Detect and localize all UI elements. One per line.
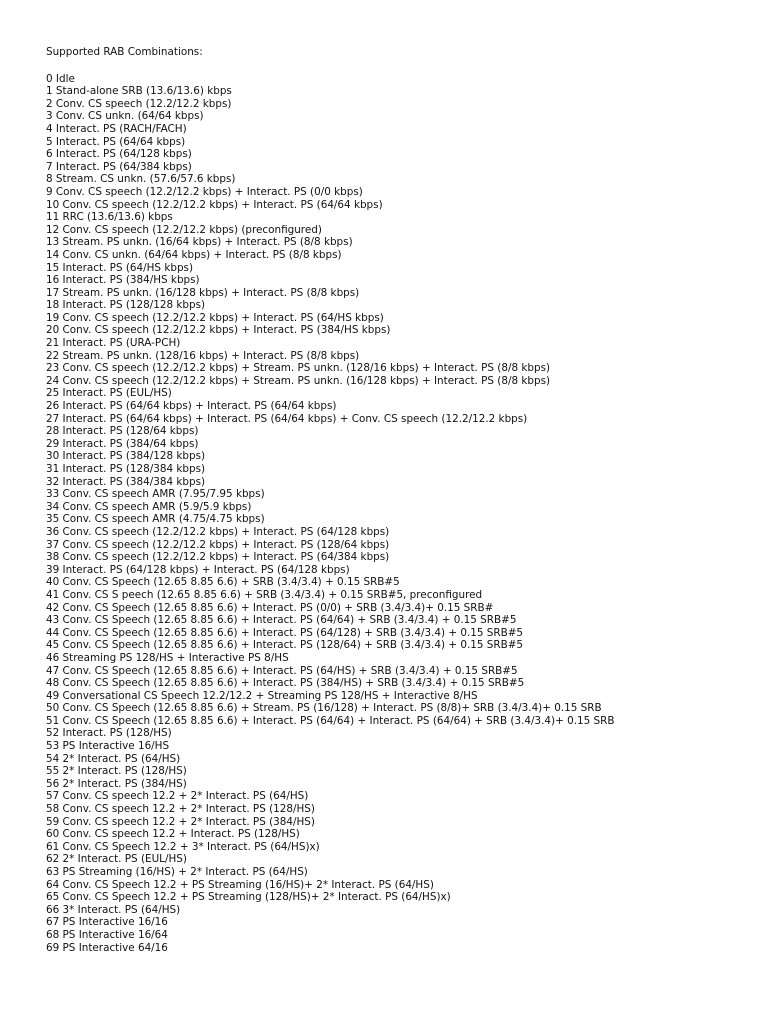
list-item: 43 Conv. CS Speech (12.65 8.85 6.6) + Interact. PS (64/64) + SRB (3.4/3.4) + 0.15 SRB#5 [46,614,517,627]
list-item: 10 Conv. CS speech (12.2/12.2 kbps) + Interact. PS (64/64 kbps) [46,198,383,211]
list-item: 35 Conv. CS speech AMR (4.75/4.75 kbps) [46,513,265,526]
list-item: 7 Interact. PS (64/384 kbps) [46,160,192,173]
list-item: 6 Interact. PS (64/128 kbps) [46,148,192,161]
list-item: 22 Stream. PS unkn. (128/16 kbps) + Interact. PS (8/8 kbps) [46,349,360,362]
list-item: 54 2* Interact. PS (64/HS) [46,752,181,765]
document-heading: Supported RAB Combinations: [46,46,203,58]
list-item: 29 Interact. PS (384/64 kbps) [46,437,199,450]
list-item: 2 Conv. CS speech (12.2/12.2 kbps) [46,97,232,110]
list-item: 57 Conv. CS speech 12.2 + 2* Interact. PS (64/HS) [46,790,309,803]
list-item: 12 Conv. CS speech (12.2/12.2 kbps) (preconfigured) [46,223,322,236]
list-item: 3 Conv. CS unkn. (64/64 kbps) [46,110,204,123]
list-item: 26 Interact. PS (64/64 kbps) + Interact. PS (64/64 kbps) [46,400,337,413]
rab-combination-list [46,73,746,955]
list-item: 21 Interact. PS (URA-PCH) [46,337,181,350]
list-item: 36 Conv. CS speech (12.2/12.2 kbps) + Interact. PS (64/128 kbps) [46,525,390,538]
list-item: 34 Conv. CS speech AMR (5.9/5.9 kbps) [46,500,252,513]
list-item: 17 Stream. PS unkn. (16/128 kbps) + Interact. PS (8/8 kbps) [46,286,360,299]
list-item: 15 Interact. PS (64/HS kbps) [46,261,194,274]
list-item: 60 Conv. CS speech 12.2 + Interact. PS (128/HS) [46,828,300,841]
list-item: 45 Conv. CS Speech (12.65 8.85 6.6) + Interact. PS (128/64) + SRB (3.4/3.4) + 0.15 SRB#5 [46,639,524,652]
list-item: 41 Conv. CS S peech (12.65 8.85 6.6) + SRB (3.4/3.4) + 0.15 SRB#5, preconfigured [46,588,483,601]
list-item: 40 Conv. CS Speech (12.65 8.85 6.6) + SRB (3.4/3.4) + 0.15 SRB#5 [46,576,400,589]
list-item: 30 Interact. PS (384/128 kbps) [46,450,206,463]
list-item: 59 Conv. CS speech 12.2 + 2* Interact. PS (384/HS) [46,815,315,828]
list-item: 18 Interact. PS (128/128 kbps) [46,299,206,312]
list-item: 48 Conv. CS Speech (12.65 8.85 6.6) + Interact. PS (384/HS) + SRB (3.4/3.4) + 0.15 SRB#5 [46,677,525,690]
list-item: 24 Conv. CS speech (12.2/12.2 kbps) + Stream. PS unkn. (16/128 kbps) + Interact. PS (8/8 kbps) [46,374,551,387]
list-item: 1 Stand-alone SRB (13.6/13.6) kbps [46,85,232,98]
list-item: 11 RRC (13.6/13.6) kbps [46,211,173,224]
list-item: 61 Conv. CS Speech 12.2 + 3* Interact. PS (64/HS)x) [46,840,320,853]
list-item: 28 Interact. PS (128/64 kbps) [46,425,199,438]
list-item: 39 Interact. PS (64/128 kbps) + Interact. PS (64/128 kbps) [46,563,350,576]
list-item: 66 3* Interact. PS (64/HS) [46,903,181,916]
list-item: 49 Conversational CS Speech 12.2/12.2 + Streaming PS 128/HS + Interactive 8/HS [46,689,478,702]
list-item: 56 2* Interact. PS (384/HS) [46,777,187,790]
list-item: 67 PS Interactive 16/16 [46,916,168,929]
list-item: 64 Conv. CS Speech 12.2 + PS Streaming (16/HS)+ 2* Interact. PS (64/HS) [46,878,434,891]
list-item: 8 Stream. CS unkn. (57.6/57.6 kbps) [46,173,236,186]
list-item: 33 Conv. CS speech AMR (7.95/7.95 kbps) [46,488,265,501]
list-item: 44 Conv. CS Speech (12.65 8.85 6.6) + Interact. PS (64/128) + SRB (3.4/3.4) + 0.15 SRB#5 [46,626,524,639]
list-item: 5 Interact. PS (64/64 kbps) [46,135,186,148]
list-item: 51 Conv. CS Speech (12.65 8.85 6.6) + Interact. PS (64/64) + Interact. PS (64/64) + SRB (3.4/3.4)+ 0.15 SRB [46,714,615,727]
list-item: 68 PS Interactive 16/64 [46,928,168,941]
list-item: 42 Conv. CS Speech (12.65 8.85 6.6) + Interact. PS (0/0) + SRB (3.4/3.4)+ 0.15 SRB# [46,601,494,614]
list-item: 58 Conv. CS speech 12.2 + 2* Interact. PS (128/HS) [46,803,315,816]
list-item: 31 Interact. PS (128/384 kbps) [46,463,206,475]
list-item: 63 PS Streaming (16/HS) + 2* Interact. PS (64/HS) [46,866,308,878]
list-item: 50 Conv. CS Speech (12.65 8.85 6.6) + Stream. PS (16/128) + Interact. PS (8/8)+ SRB (3.4/3.4)+ 0.15 SRB [46,702,602,715]
list-item: 27 Interact. PS (64/64 kbps) + Interact. PS (64/64 kbps) + Conv. CS speech (12.2/12.2 kbps) [46,412,528,425]
list-item: 25 Interact. PS (EUL/HS) [46,387,172,400]
list-item: 37 Conv. CS speech (12.2/12.2 kbps) + Interact. PS (128/64 kbps) [46,538,390,551]
list-item: 19 Conv. CS speech (12.2/12.2 kbps) + Interact. PS (64/HS kbps) [46,311,384,324]
list-item: 69 PS Interactive 64/16 [46,941,168,954]
list-item: 52 Interact. PS (128/HS) [46,727,172,740]
list-item: 32 Interact. PS (384/384 kbps) [46,475,206,488]
list-item: 23 Conv. CS speech (12.2/12.2 kbps) + Stream. PS unkn. (128/16 kbps) + Interact. PS (8/8 kbps) [46,362,551,375]
list-item: 46 Streaming PS 128/HS + Interactive PS 8/HS [46,651,289,664]
list-item: 0 Idle [46,72,75,85]
list-item: 62 2* Interact. PS (EUL/HS) [46,853,187,866]
list-item: 47 Conv. CS Speech (12.65 8.85 6.6) + Interact. PS (64/HS) + SRB (3.4/3.4) + 0.15 SRB#5 [46,664,518,677]
list-item: 16 Interact. PS (384/HS kbps) [46,274,200,287]
list-item: 38 Conv. CS speech (12.2/12.2 kbps) + Interact. PS (64/384 kbps) [46,551,390,564]
list-item: 9 Conv. CS speech (12.2/12.2 kbps) + Interact. PS (0/0 kbps) [46,185,363,198]
list-item: 20 Conv. CS speech (12.2/12.2 kbps) + Interact. PS (384/HS kbps) [46,324,391,337]
list-item: 53 PS Interactive 16/HS [46,740,170,753]
list-item: 4 Interact. PS (RACH/FACH) [46,122,187,135]
list-item: 13 Stream. PS unkn. (16/64 kbps) + Interact. PS (8/8 kbps) [46,236,353,249]
list-item: 55 2* Interact. PS (128/HS) [46,765,187,778]
document-page [46,46,746,954]
list-item: 65 Conv. CS Speech 12.2 + PS Streaming (128/HS)+ 2* Interact. PS (64/HS)x) [46,891,451,904]
list-item: 14 Conv. CS unkn. (64/64 kbps) + Interact. PS (8/8 kbps) [46,248,342,261]
